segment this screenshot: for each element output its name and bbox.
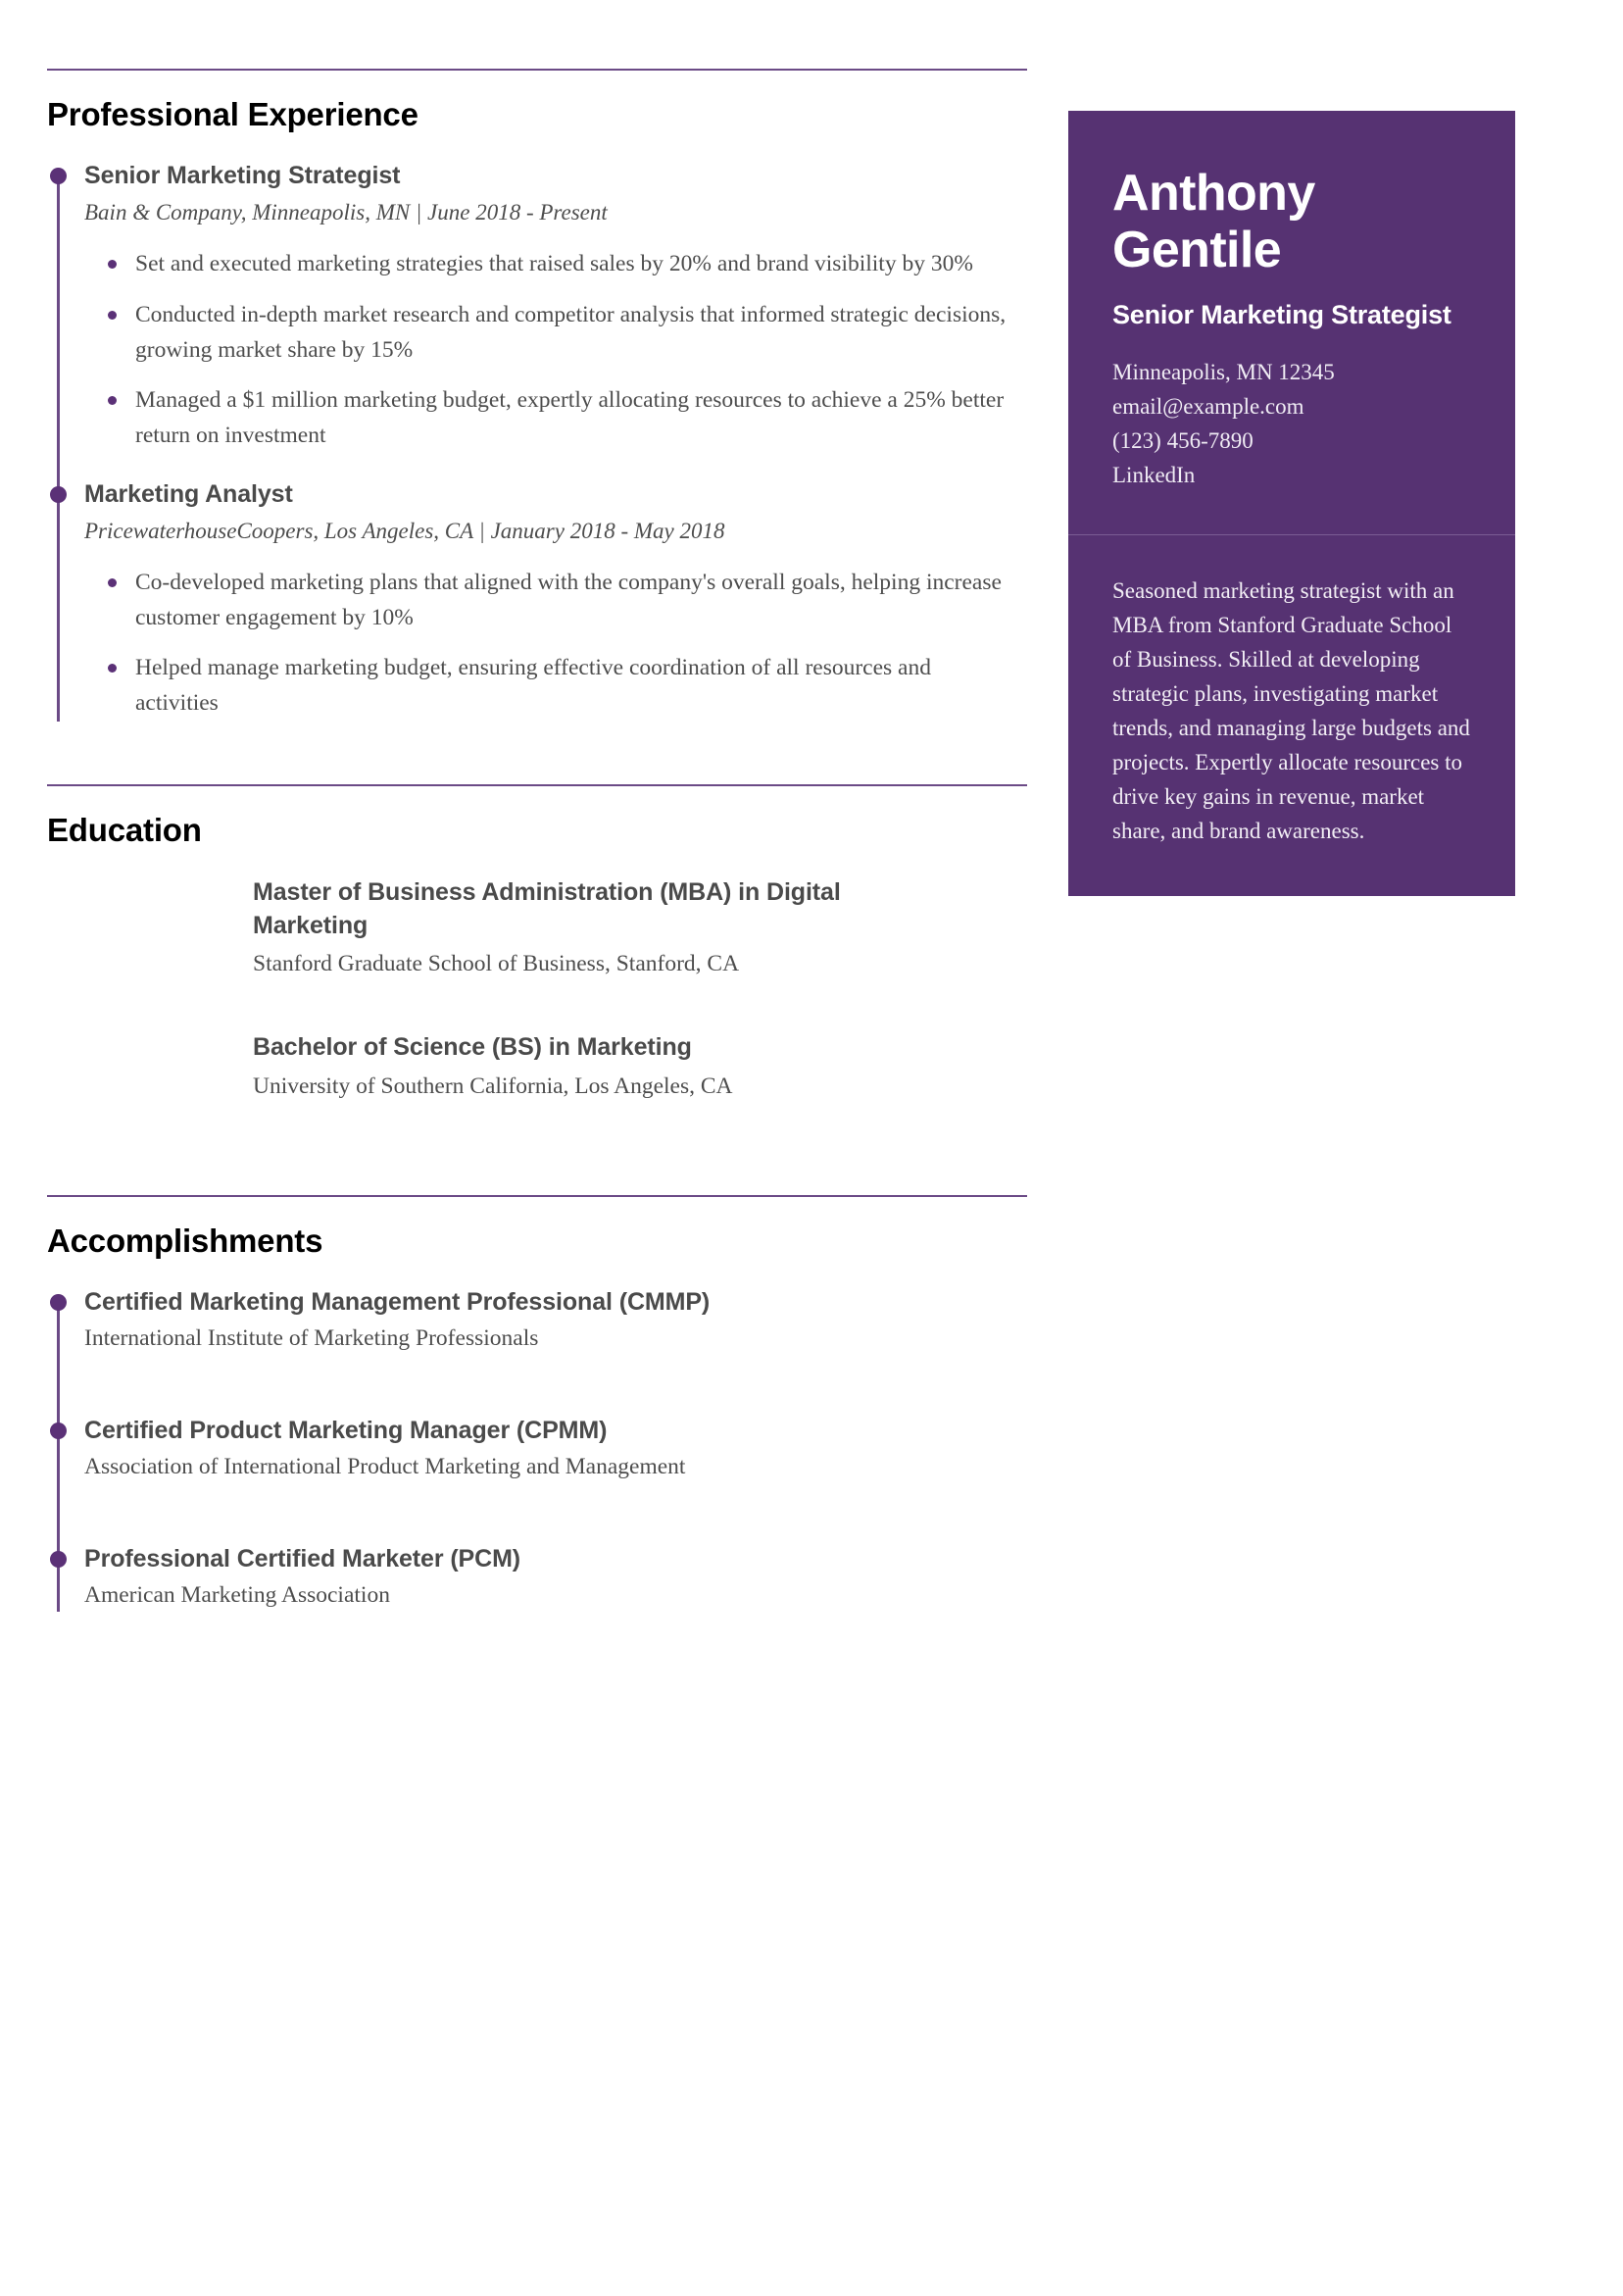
main-column — [47, 0, 1037, 1612]
job-bullet: Co-developed marketing plans that aligned with the company's overall goals, helping increase customer engagement by 10% — [135, 566, 1008, 635]
education-school: University of Southern California, Los Angeles, CA — [253, 1073, 733, 1099]
education-school: Stanford Graduate School of Business, Stanford, CA — [253, 951, 740, 977]
contact-linkedin[interactable]: LinkedIn — [1112, 463, 1196, 488]
section-divider-experience — [47, 69, 1027, 71]
education-degree: Master of Business Administration (MBA) in Digital Marketing — [253, 877, 841, 939]
education-item — [253, 1031, 1037, 1103]
accomplishment-title: Certified Product Marketing Manager (CPMM) — [84, 1416, 608, 1444]
sidebar-header — [1068, 111, 1515, 534]
job-bullet: Conducted in-depth market research and competitor analysis that informed strategic decisions, growing market share by 15% — [135, 298, 1008, 368]
accomplishment-title: Certified Marketing Management Professional (CMMP) — [84, 1287, 711, 1316]
job-bullet: Managed a $1 million marketing budget, expertly allocating resources to achieve a 25% better return on investment — [135, 383, 1008, 453]
contact-email[interactable]: email@example.com — [1112, 394, 1304, 420]
profile-sidebar — [1068, 111, 1515, 896]
candidate-last-name: Gentile — [1112, 222, 1282, 279]
section-divider-accomplishments — [47, 1195, 1027, 1197]
section-divider-education — [47, 784, 1027, 786]
education-item — [253, 876, 1037, 980]
accomplishment-org: International Institute of Marketing Professionals — [84, 1325, 539, 1352]
education-degree: Bachelor of Science (BS) in Marketing — [253, 1033, 692, 1062]
accomplishment-item — [84, 1544, 1037, 1612]
section-title-accomplishments: Accomplishments — [47, 1222, 323, 1259]
timeline-dot-icon — [50, 1294, 67, 1311]
job-meta: Bain & Company, Minneapolis, MN | June 2018 - Present — [84, 200, 608, 225]
timeline-dot-icon — [50, 1423, 67, 1439]
job-bullet: Set and executed marketing strategies that raised sales by 20% and brand visibility by 30% — [135, 247, 1008, 282]
section-title-experience: Professional Experience — [47, 96, 418, 132]
timeline-dot-icon — [50, 1551, 67, 1568]
section-accomplishments — [47, 1154, 1037, 1612]
accomplishment-item — [84, 1287, 1037, 1355]
contact-location: Minneapolis, MN 12345 — [1112, 360, 1335, 385]
job-title: Marketing Analyst — [84, 479, 293, 508]
experience-timeline — [47, 161, 1037, 722]
timeline-dot-icon — [50, 168, 67, 184]
accomplishment-org: American Marketing Association — [84, 1582, 390, 1609]
section-professional-experience — [47, 0, 1037, 722]
timeline-dot-icon — [50, 486, 67, 503]
candidate-first-name: Anthony — [1112, 165, 1315, 222]
section-education — [47, 737, 1037, 1103]
contact-info — [1112, 356, 1471, 493]
section-title-education: Education — [47, 811, 202, 848]
job-bullet: Helped manage marketing budget, ensuring effective coordination of all resources and activities — [135, 651, 1008, 721]
candidate-role: Senior Marketing Strategist — [1112, 300, 1451, 330]
accomplishment-org: Association of International Product Marketing and Management — [84, 1454, 686, 1480]
contact-phone[interactable]: (123) 456-7890 — [1112, 428, 1254, 454]
experience-item — [84, 161, 1037, 454]
job-bullet-list — [84, 247, 1037, 454]
job-bullet-list — [84, 566, 1037, 722]
job-title: Senior Marketing Strategist — [84, 162, 401, 189]
profile-summary: Seasoned marketing strategist with an MBA from Stanford Graduate School of Business. Skilled at developing strategic plans, investigating market trends, and managing large budgets and projects. Expertly allocate resources to drive key gains in revenue, market share, and brand awareness. — [1112, 578, 1470, 843]
accomplishments-timeline — [47, 1287, 1037, 1612]
candidate-name — [1112, 165, 1471, 278]
accomplishment-title: Professional Certified Marketer (PCM) — [84, 1545, 521, 1573]
education-list — [47, 876, 1037, 1103]
experience-item — [84, 479, 1037, 722]
accomplishment-item — [84, 1416, 1037, 1483]
job-meta: PricewaterhouseCoopers, Los Angeles, CA | January 2018 - May 2018 — [84, 518, 725, 543]
